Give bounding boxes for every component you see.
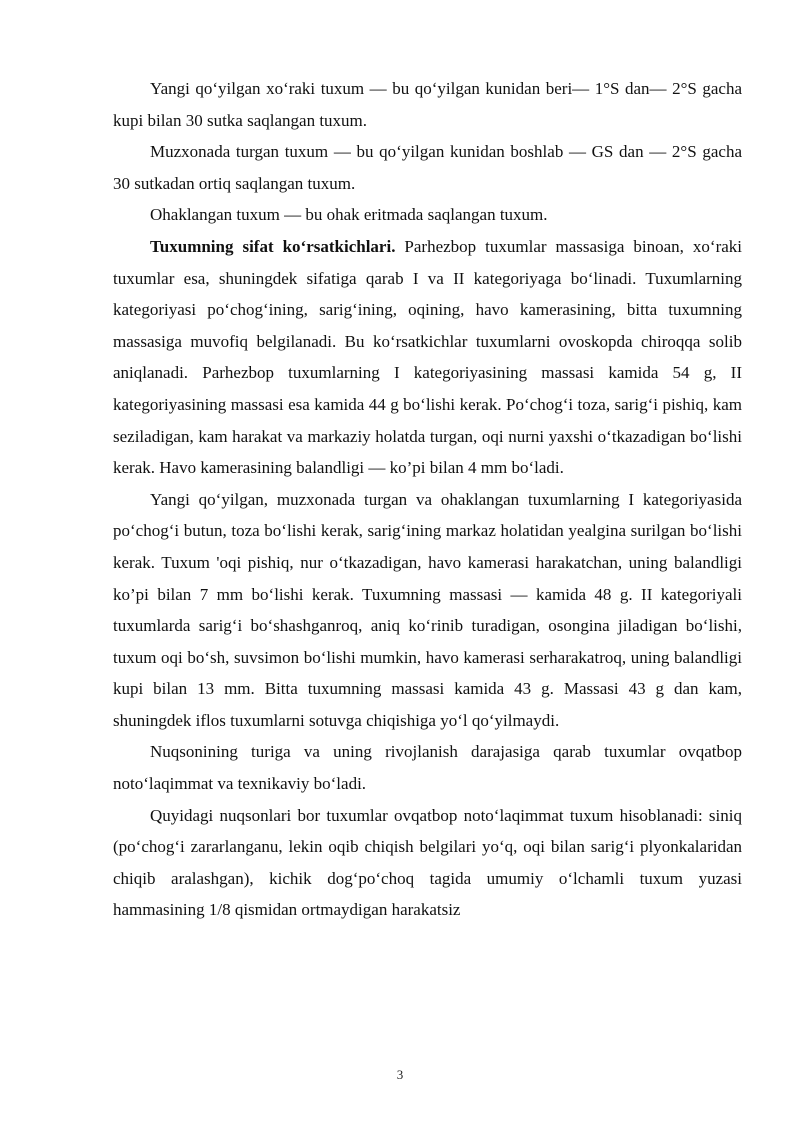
- paragraph-text: Yangi qo‘yilgan xo‘raki tuxum — bu qo‘yilgan kunidan beri— 1°S dan— 2°S gacha kupi bilan 30 sutka saqlangan tuxum.: [113, 79, 742, 130]
- paragraph-category-requirements: [113, 484, 742, 737]
- page-number: 3: [396, 1067, 404, 1082]
- paragraph-fresh-egg-definition: [113, 73, 742, 136]
- paragraph-text: Parhezbop tuxumlar massasiga binoan, xo‘raki tuxumlar esa, shuningdek sifatiga qarab I va II kategoriyaga bo‘linadi. Tuxumlarning kategoriyasi po‘chog‘ining, sarig‘ining, oqining, havo kamerasining, bitta tuxumning massasiga muvofiq belgilanadi. Bu ko‘rsatkichlar tuxumlarni ovoskopda chiroqqa solib aniqlanadi. Parhezbop tuxumlarning I kategoriyasining massasi kamida 54 g, II kategoriyasining massasi esa kamida 44 g bo‘lishi kerak. Po‘chog‘i toza, sarig‘i pishiq, kam seziladigan, kam harakat va markaziy holatda turgan, oqi nurni yaxshi o‘tkazadigan bo‘lishi kerak. Havo kamerasining balandligi — ko’pi bilan 4 mm bo‘ladi.: [113, 236, 742, 478]
- paragraph-text: Yangi qo‘yilgan, muzxonada turgan va ohaklangan tuxumlarning I kategoriyasida po‘chog‘i butun, toza bo‘lishi kerak, sarig‘ining markaz holatidan yealgina surilgan bo‘lishi kerak. Tuxum 'oqi pishiq, nur o‘tkazadigan, havo kamerasi harakatchan, uning balandligi ko’pi bilan 7 mm bo‘lishi kerak. Tuxumning massasi — kamida 48 g. II kategoriyali tuxumlarda sarig‘i bo‘shashganroq, aniq ko‘rinib turadigan, osongina jiladigan bo‘lishi, tuxum oqi bo‘sh, suvsimon bo‘lishi mumkin, havo kamerasi serharakatroq, uning balandligi kupi bilan 13 mm. Bitta tuxumning massasi kamida 43 g. Massasi 43 g dan kam, shuningdek iflos tuxumlarni sotuvga chiqishiga yo‘l qo‘yilmaydi.: [113, 489, 742, 730]
- paragraph-text: Ohaklangan tuxum — bu ohak eritmada saqlangan tuxum.: [150, 205, 548, 225]
- paragraph-cold-storage-egg-definition: [113, 136, 742, 199]
- paragraph-text: Quyidagi nuqsonlari bor tuxumlar ovqatbop noto‘laqimmat tuxum hisoblanadi: siniq (po‘chog‘i zararlanganu, lekin oqib chiqish belgilari yo‘q, oqi bilan sarig‘i plyonkalaridan chiqib aralashgan), kichik dog‘po‘choq tagida umumiy o‘lchamli tuxum yuzasi hammasining 1/8 qismidan ortmaydigan harakatsiz: [113, 805, 742, 920]
- paragraph-defect-list: [113, 800, 742, 926]
- paragraph-text: Muzxonada turgan tuxum — bu qo‘yilgan kunidan boshlab — GS dan — 2°S gacha 30 sutkadan ortiq saqlangan tuxum.: [113, 142, 742, 193]
- paragraph-text: Nuqsonining turiga va uning rivojlanish darajasiga qarab tuxumlar ovqatbop noto‘laqimmat va texnikaviy bo‘ladi.: [113, 742, 742, 794]
- paragraph-defect-classification: [113, 736, 742, 799]
- document-page: [113, 73, 742, 926]
- section-heading: Tuxumning sifat ko‘rsatkichlari.: [150, 236, 396, 256]
- paragraph-limed-egg-definition: [113, 199, 742, 231]
- paragraph-egg-quality-indicators: [113, 231, 742, 484]
